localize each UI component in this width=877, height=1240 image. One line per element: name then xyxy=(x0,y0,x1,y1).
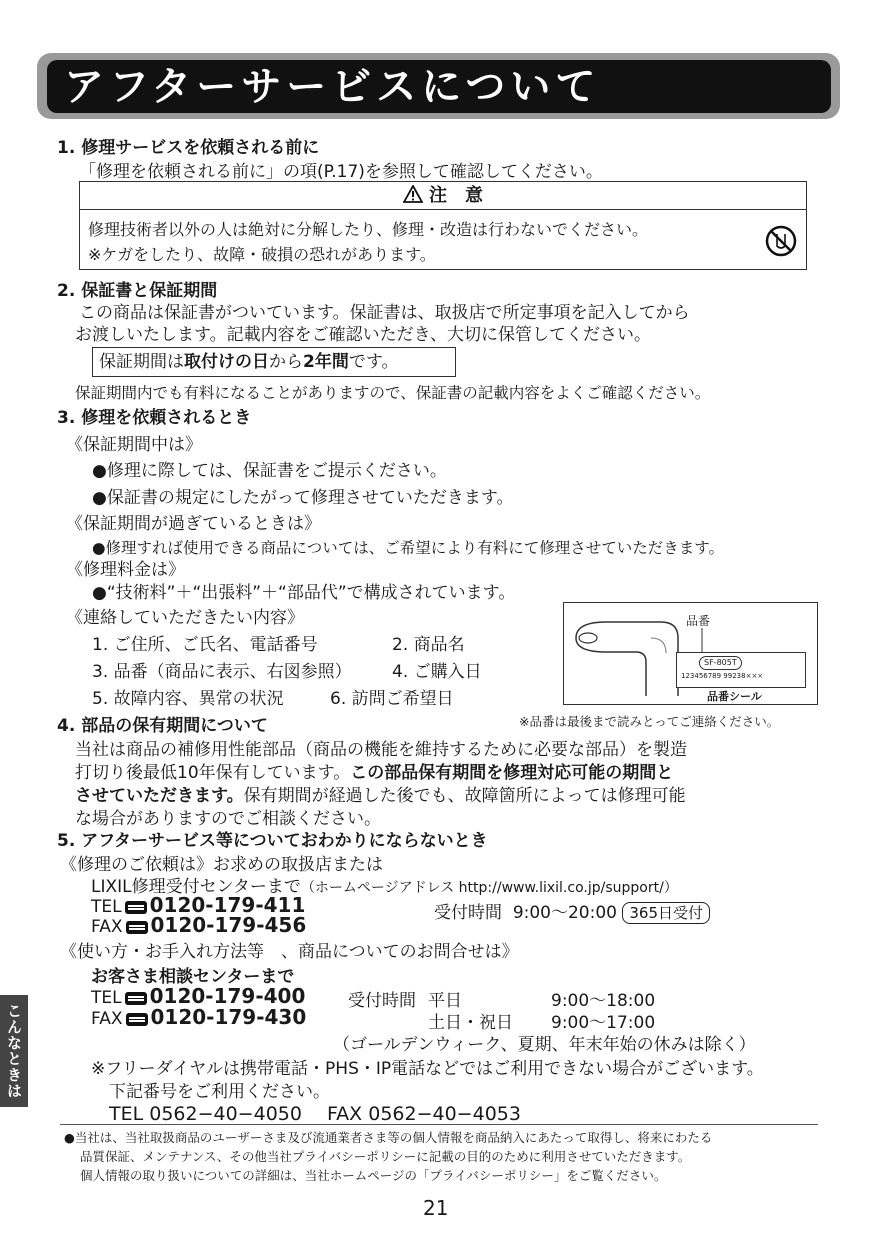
figure-note: ※品番は最後まで読みとってご連絡ください。 xyxy=(519,714,780,729)
caution-line-1: 修理技術者以外の人は絶対に分解したり、修理・改造は行わないでください。 xyxy=(88,220,649,239)
contact-item-1: 1. ご住所、ご氏名、電話番号 xyxy=(92,635,318,655)
alt-numbers-intro: 下記番号をご利用ください。 xyxy=(109,1082,330,1102)
weekday-label: 平日 xyxy=(428,991,462,1011)
divider xyxy=(60,1124,818,1125)
fax-label-1: FAX xyxy=(91,917,123,937)
warranty-text-d: 2年間 xyxy=(303,352,349,372)
seal-caption: 品番シール xyxy=(707,690,762,703)
repair-fee-label: 《修理料金は》 xyxy=(66,560,185,580)
lixil-center: LIXIL修理受付センターまで xyxy=(91,877,301,897)
contact-item-3: 3. 品番（商品に表示、右図参照） xyxy=(92,662,352,682)
freedial-icon xyxy=(125,901,147,914)
homepage-address: （ホームページアドレス http://www.lixil.co.jp/support/） xyxy=(300,880,678,896)
page-number: 21 xyxy=(423,1196,449,1220)
section-4-line-3b: 保有期間が経過した後でも、故障箇所によっては修理可能 xyxy=(243,786,686,806)
bullet-4: ●“技術料”＋“出張料”＋“部品代”で構成されています。 xyxy=(92,583,516,603)
warning-triangle-icon xyxy=(403,185,423,203)
section-2-line-1: この商品は保証書がついています。保証書は、取扱店で所定事項を記入してから xyxy=(79,303,690,323)
section-1-heading: 1. 修理サービスを依頼される前に xyxy=(57,138,320,158)
section-4-heading: 4. 部品の保有期間について xyxy=(57,716,268,736)
section-4-line-4: な場合がありますのでご相談ください。 xyxy=(75,809,381,829)
contact-item-4: 4. ご購入日 xyxy=(392,662,482,682)
bullet-2: ●保証書の規定にしたがって修理させていただきます。 xyxy=(92,488,514,508)
consult-fax: 0120-179-430 xyxy=(150,1005,307,1029)
freedial-icon xyxy=(125,992,147,1005)
contact-item-6: 6. 訪問ご希望日 xyxy=(330,689,454,709)
consult-fax-line xyxy=(91,1005,306,1029)
repair-fax-line xyxy=(91,913,306,937)
alt-numbers: TEL 0562−40−4050 FAX 0562−40−4053 xyxy=(109,1103,521,1125)
no-disassembly-icon xyxy=(764,224,798,258)
tel-label-2: TEL xyxy=(91,988,122,1008)
privacy-line-1: ●当社は、当社取扱商品のユーザーさま及び流通業者さま等の個人情報を商品納入にあたって取得し、将来にわたる xyxy=(64,1130,713,1145)
weekend-hours: 9:00～17:00 xyxy=(551,1013,656,1033)
contact-item-2: 2. 商品名 xyxy=(392,635,465,655)
bullet-1: ●修理に際しては、保証書をご提示ください。 xyxy=(92,461,447,481)
section-2-line-2: お渡しいたします。記載内容をご確認いただき、大切に保管してください。 xyxy=(75,325,651,345)
freedial-icon xyxy=(126,1013,148,1026)
caution-line-2: ※ケガをしたり、故障・破損の恐れがあります。 xyxy=(88,245,436,264)
caution-box xyxy=(79,181,807,270)
product-code-seal xyxy=(676,652,806,688)
contact-items-label: 《連絡していただきたい内容》 xyxy=(66,608,304,628)
repair-request-label: 《修理のご依頼は》お求めの取扱店または xyxy=(60,855,383,875)
repair-tel: 0120-179-411 xyxy=(149,893,306,917)
section-5-heading: 5. アフターサービス等についておわかりにならないとき xyxy=(57,831,488,851)
warranty-text-c: から xyxy=(269,352,303,372)
freedial-icon xyxy=(126,921,148,934)
section-4-line-2 xyxy=(75,758,673,783)
figure-code-label: 品番 xyxy=(686,614,711,628)
hours-label-1: 受付時間 xyxy=(434,903,502,923)
section-2-heading: 2. 保証書と保証期間 xyxy=(57,281,218,301)
tel-label-1: TEL xyxy=(91,897,122,917)
warranty-text-b: 取付けの日 xyxy=(184,352,269,372)
bullet-3: ●修理すれば使用できる商品については、ご希望により有料にて修理させていただきます。 xyxy=(92,539,724,557)
section-4-line-2a: 打切り後最低10年保有しています。 xyxy=(75,763,351,783)
after-warranty-label: 《保証期間が過ぎているときは》 xyxy=(66,514,321,534)
weekday-hours: 9:00～18:00 xyxy=(551,991,656,1011)
privacy-line-2: 品質保証、メンテナンス、その他当社プライバシーポリシーに記載の目的のために利用させていただきます。 xyxy=(80,1149,691,1164)
consult-center: お客さま相談センターまで xyxy=(91,967,295,987)
consult-tel: 0120-179-400 xyxy=(149,984,306,1008)
weekend-label: 土日・祝日 xyxy=(428,1013,513,1033)
section-4-line-3 xyxy=(75,781,686,806)
caution-header xyxy=(80,182,806,210)
section-1-text: 「修理を依頼される前に」の項(P.17)を参照して確認してください。 xyxy=(79,162,603,182)
repair-hours-line xyxy=(434,898,710,924)
fax-label-2: FAX xyxy=(91,1009,123,1029)
holiday-note: （ゴールデンウィーク、夏期、年末年始の休みは除く） xyxy=(333,1035,756,1055)
in-warranty-label: 《保証期間中は》 xyxy=(66,435,202,455)
365-days-badge: 365日受付 xyxy=(622,902,710,924)
section-4-line-2b: この部品保有期間を修理対応可能の期間と xyxy=(350,763,674,783)
privacy-line-3: 個人情報の取り扱いについての詳細は、当社ホームページの「プライバシーポリシー」をご覧ください。 xyxy=(80,1168,667,1183)
page-title: アフターサービスについて xyxy=(64,64,601,110)
repair-fax: 0120-179-456 xyxy=(150,913,307,937)
section-4-line-1: 当社は商品の補修用性能部品（商品の機能を維持するために必要な部品）を製造 xyxy=(75,740,687,760)
freedial-note: ※フリーダイヤルは携帯電話・PHS・IP電話などではご利用できない場合がございます。 xyxy=(91,1059,764,1079)
consult-hours-label: 受付時間 xyxy=(348,991,416,1011)
seal-code: SF-805T xyxy=(699,656,742,670)
section-3-heading: 3. 修理を依頼されるとき xyxy=(57,408,252,428)
seal-barcode: 123456789 99238××× xyxy=(681,672,764,680)
section-2-note: 保証期間内でも有料になることがありますので、保証書の記載内容をよくご確認ください。 xyxy=(75,384,711,402)
caution-title: 注 意 xyxy=(429,185,483,206)
contact-item-5: 5. 故障内容、異常の状況 xyxy=(92,689,284,709)
repair-hours: 9:00～20:00 xyxy=(512,903,617,923)
section-4-line-3a: させていただきます。 xyxy=(75,786,244,806)
warranty-period-box xyxy=(92,347,456,377)
usage-inquiry-label: 《使い方・お手入れ方法等 、商品についてのお問合せは》 xyxy=(60,942,519,962)
warranty-text-e: です。 xyxy=(348,352,399,372)
side-tab: こんなときは xyxy=(0,995,28,1107)
warranty-text-a: 保証期間は xyxy=(99,352,184,372)
